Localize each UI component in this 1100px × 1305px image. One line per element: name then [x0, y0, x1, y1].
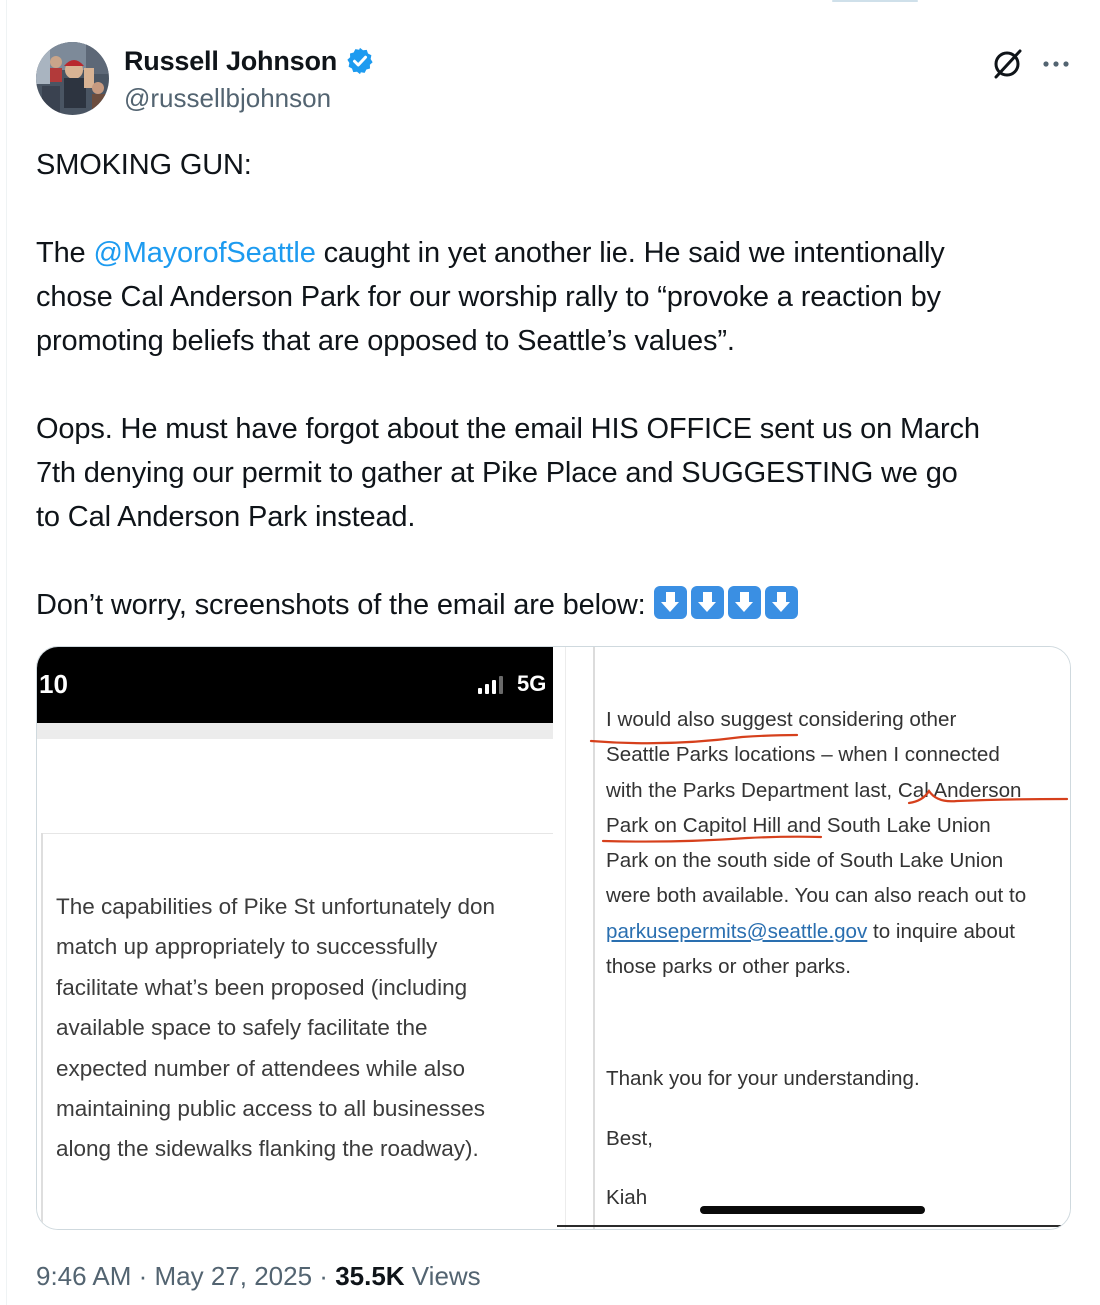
views-count[interactable]: 35.5K — [335, 1261, 405, 1291]
tweet-text-line: Oops. He must have forgot about the email HIS OFFICE sent us on March — [36, 413, 980, 445]
email-line: along the sidewalks flanking the roadway). — [56, 1136, 479, 1162]
down-arrow-emoji-icon — [691, 586, 724, 619]
tweet-paragraph-mayor — [36, 231, 1076, 275]
mention-link[interactable]: @MayorofSeattle — [93, 237, 316, 269]
author-block — [124, 44, 375, 114]
tweet-text-line: promoting beliefs that are opposed to Seattle’s values”. — [36, 325, 735, 357]
media-image-left[interactable] — [37, 647, 553, 1230]
email-line: with the Parks Department last, Cal Anderson — [606, 778, 1022, 802]
author-display-name[interactable]: Russell Johnson — [124, 45, 338, 76]
down-arrow-emoji-icon — [765, 586, 798, 619]
email-line: available space to safely facilitate the — [56, 1015, 428, 1041]
email-line: Park on Capitol Hill and South Lake Union — [606, 813, 991, 837]
email-body-right — [606, 702, 1071, 984]
tweet-text-line: to Cal Anderson Park instead. — [36, 501, 416, 533]
tweet-time[interactable]: 9:46 AM — [36, 1261, 132, 1291]
email-address-link[interactable]: parkusepermits@seattle.gov — [606, 919, 868, 943]
email-line: The capabilities of Pike St unfortunately don — [56, 894, 496, 919]
email-line: maintaining public access to all businesses — [56, 1096, 485, 1122]
email-line: match up appropriately to successfully — [56, 934, 438, 960]
email-line-with-link — [606, 914, 1071, 949]
email-line: facilitate what’s been proposed (including — [56, 974, 468, 1000]
phone-status-bar — [37, 647, 553, 723]
divider-line — [565, 647, 566, 1230]
verified-badge-icon[interactable] — [345, 46, 375, 76]
down-arrow-emoji-icon — [654, 586, 687, 619]
top-scroll-pill — [832, 0, 918, 2]
tweet-paragraph-screenshots — [36, 583, 1076, 627]
avatar[interactable] — [36, 42, 109, 115]
email-line: Seattle Parks locations – when I connected — [606, 743, 1000, 767]
meta-separator: · — [131, 1261, 155, 1291]
tweet-line-smoking-gun: SMOKING GUN: — [36, 149, 252, 181]
arrow-emoji-row — [654, 589, 802, 621]
media-image-right[interactable] — [557, 647, 1071, 1230]
home-indicator — [700, 1206, 925, 1214]
down-arrow-emoji-icon — [728, 586, 761, 619]
tweet-text-the: The — [36, 237, 94, 269]
tweet-text — [36, 143, 1076, 627]
divider-band — [37, 723, 553, 739]
tweet-header — [36, 42, 1076, 118]
email-signature: Kiah — [606, 1186, 648, 1209]
author-handle[interactable]: @russellbjohnson — [124, 83, 332, 113]
tweet-text-line: 7th denying our permit to gather at Pike Place and SUGGESTING we go — [36, 457, 958, 489]
email-thanks: Thank you for your understanding. — [606, 1067, 920, 1090]
more-options-icon[interactable] — [1040, 48, 1072, 80]
email-line: Park on the south side of South Lake Union — [606, 849, 1004, 873]
divider-line — [557, 1225, 1071, 1227]
media-attachment[interactable] — [36, 646, 1071, 1230]
grok-icon[interactable] — [990, 46, 1026, 82]
meta-separator: · — [312, 1261, 336, 1291]
email-body-left — [56, 887, 556, 1170]
network-label: 5G — [517, 671, 547, 696]
divider-line — [41, 833, 43, 1230]
signal-icon — [477, 675, 507, 695]
email-line: those parks or other parks. — [606, 955, 851, 979]
email-text-fragment: to inquire about — [867, 919, 1015, 943]
divider-line — [593, 647, 595, 1230]
tweet-text-fragment: caught in yet another lie. He said we intentionally — [315, 237, 945, 269]
tweet-text-fragment: Don’t worry, screenshots of the email are below: — [36, 589, 654, 621]
page-left-border — [6, 0, 7, 1305]
status-time: 10 — [39, 669, 68, 699]
email-line: expected number of attendees while also — [56, 1055, 466, 1081]
email-sign-off: Best, — [606, 1127, 653, 1150]
email-line: were both available. You can also reach out to — [606, 884, 1027, 908]
tweet-text-line: chose Cal Anderson Park for our worship rally to “provoke a reaction by — [36, 281, 941, 313]
divider-line — [41, 833, 553, 834]
views-label: Views — [404, 1261, 481, 1291]
tweet-meta — [36, 1261, 481, 1292]
email-line: I would also suggest considering other — [606, 708, 957, 731]
tweet-date[interactable]: May 27, 2025 — [154, 1261, 313, 1291]
